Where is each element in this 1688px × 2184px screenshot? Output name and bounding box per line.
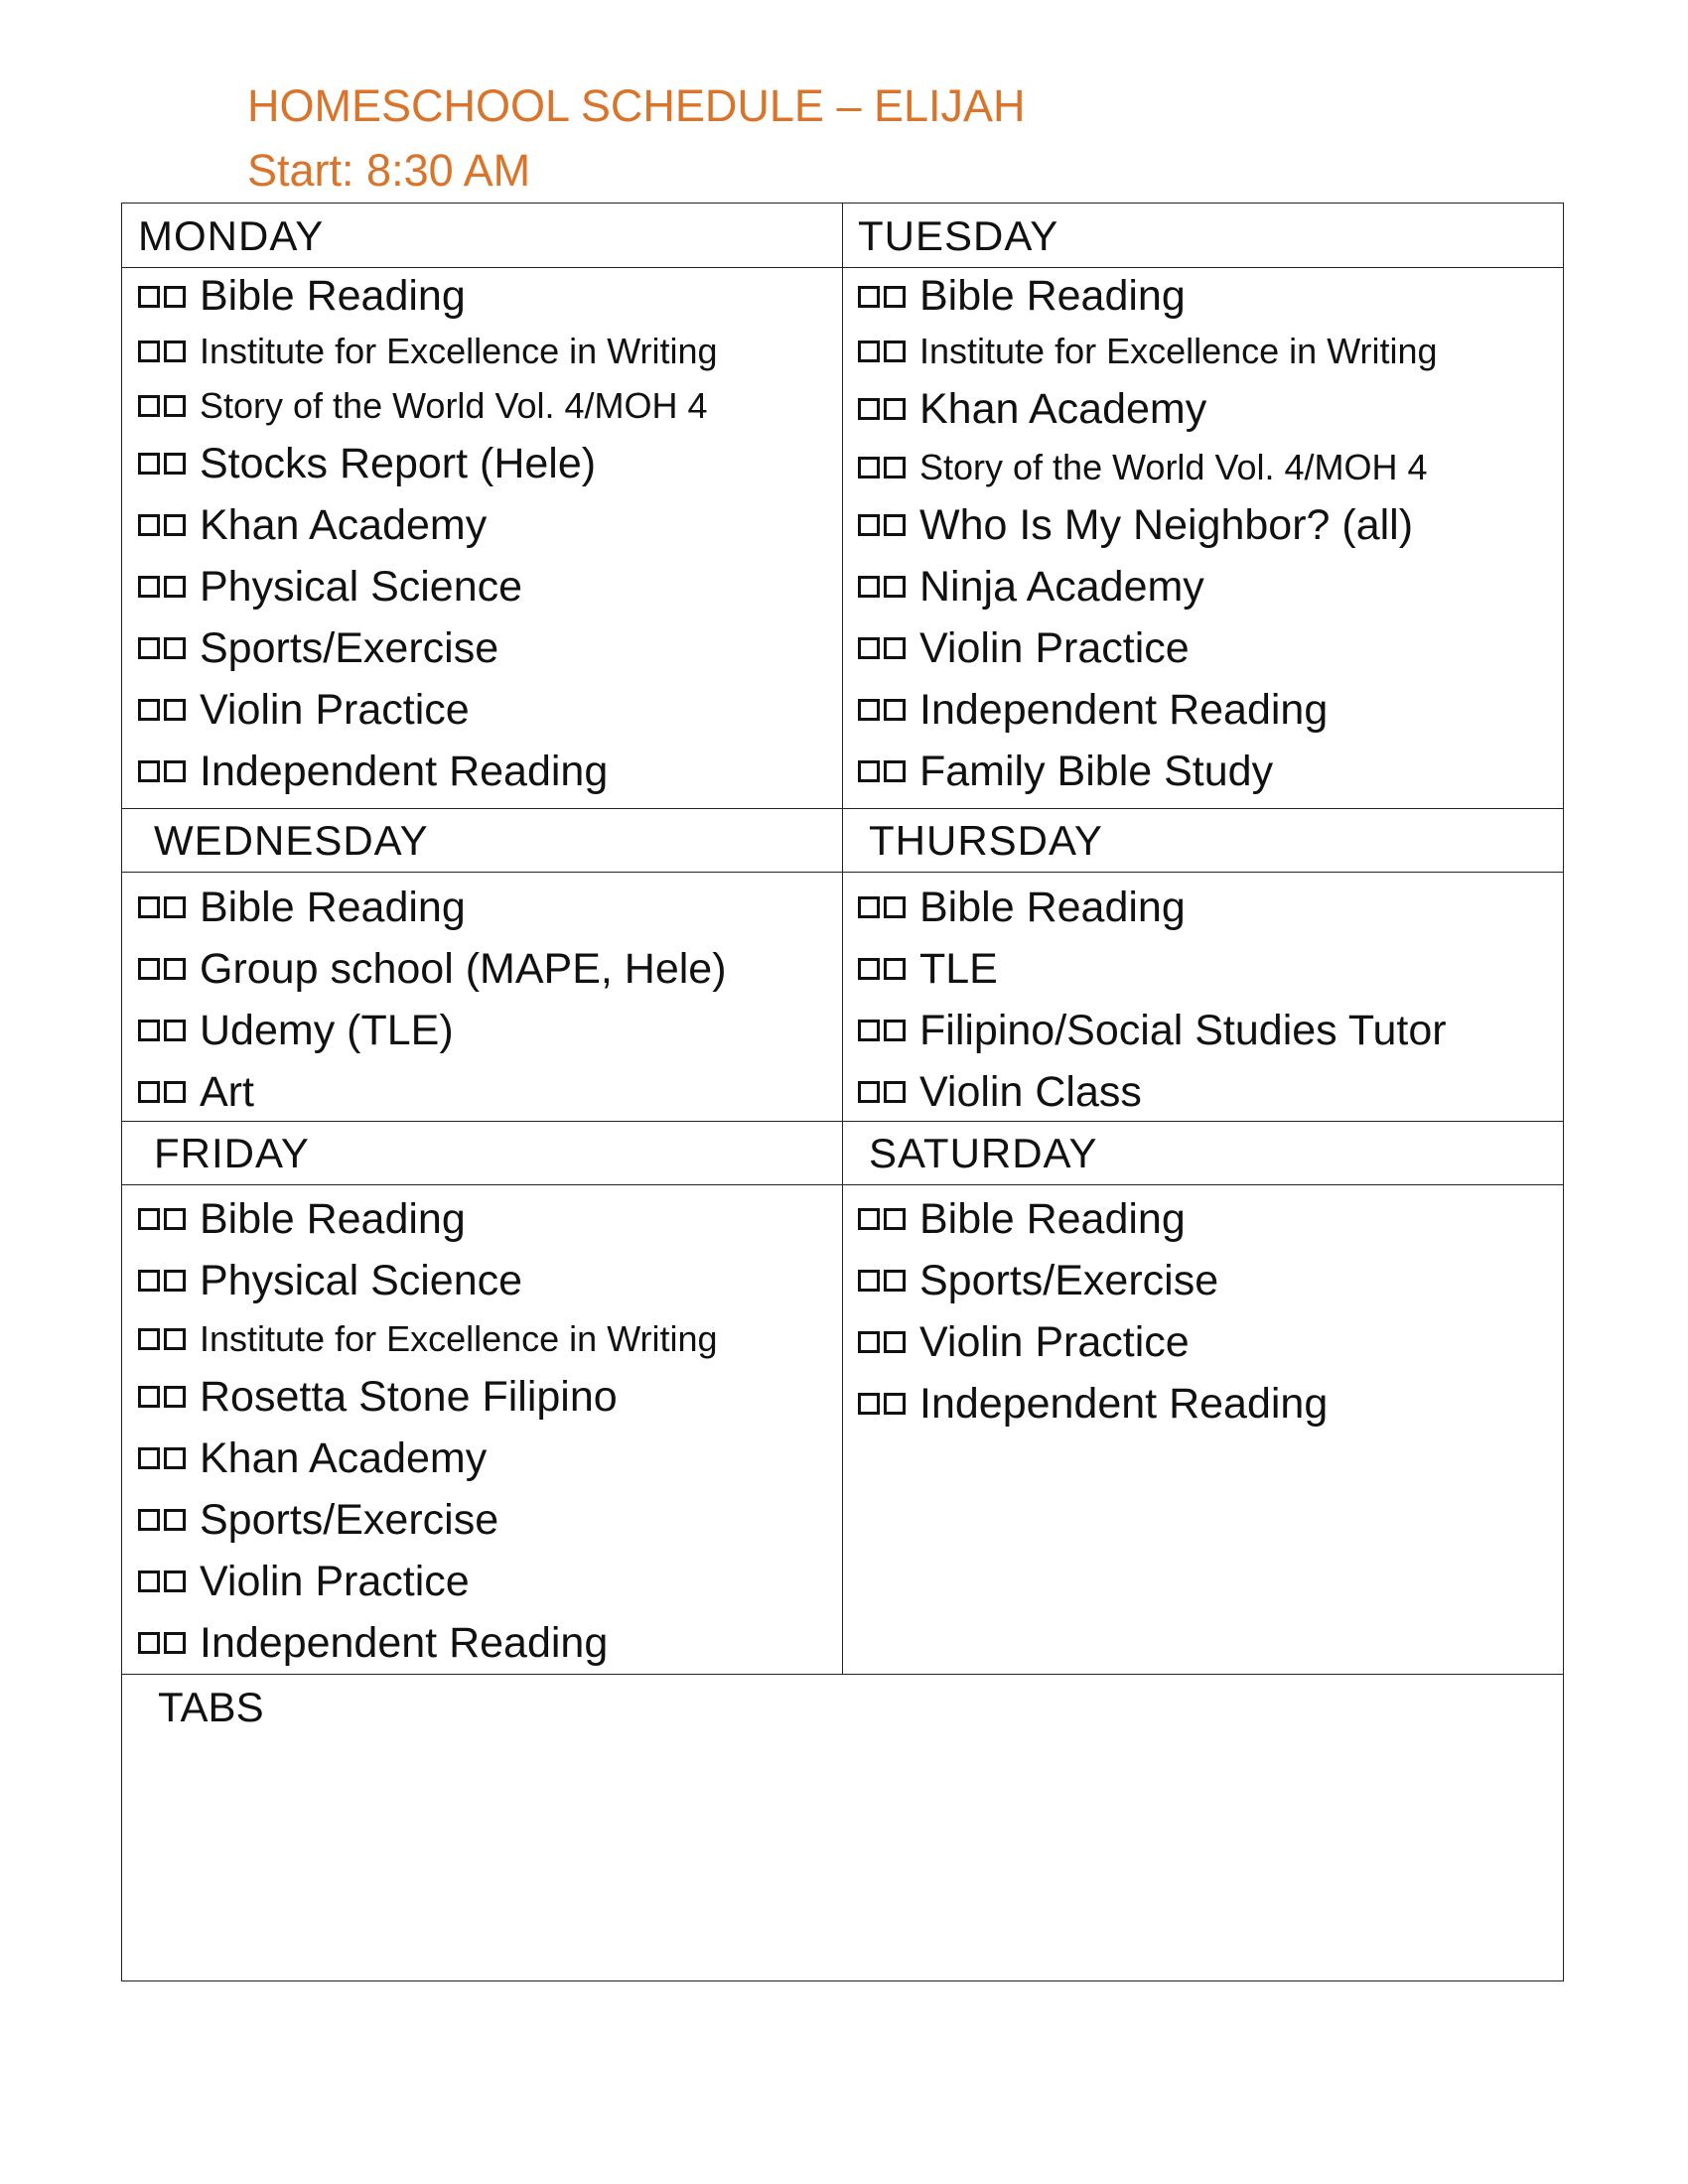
monday-list — [138, 269, 718, 802]
start-time: Start: 8:30 AM — [247, 145, 531, 196]
checkbox-icon[interactable] — [138, 1509, 186, 1531]
list-item: Independent Reading — [858, 1373, 1328, 1434]
checkbox-icon[interactable] — [138, 896, 186, 918]
list-item: Bible Reading — [138, 1188, 718, 1250]
day-header-saturday: SATURDAY — [869, 1130, 1098, 1176]
list-item: Khan Academy — [858, 378, 1438, 440]
checkbox-icon[interactable] — [858, 286, 906, 308]
checkbox-icon[interactable] — [138, 286, 186, 308]
list-item: Violin Practice — [138, 679, 718, 741]
list-item: Ninja Academy — [858, 556, 1438, 617]
list-item: Physical Science — [138, 556, 718, 617]
day-header-wednesday: WEDNESDAY — [154, 817, 429, 864]
checkbox-icon[interactable] — [138, 1081, 186, 1103]
checkbox-icon[interactable] — [138, 1386, 186, 1408]
list-item: Story of the World Vol. 4/MOH 4 — [138, 378, 718, 433]
column-divider — [842, 204, 843, 1674]
checkbox-icon[interactable] — [138, 637, 186, 659]
list-item: Stocks Report (Hele) — [138, 433, 718, 494]
list-item: Institute for Excellence in Writing — [138, 324, 718, 378]
checkbox-icon[interactable] — [858, 1270, 906, 1292]
list-item: Independent Reading — [858, 679, 1438, 741]
checkbox-icon[interactable] — [138, 514, 186, 536]
checkbox-icon[interactable] — [138, 341, 186, 362]
row-divider — [122, 872, 1563, 873]
checkbox-icon[interactable] — [138, 576, 186, 598]
wednesday-list — [138, 877, 727, 1123]
list-item: Group school (MAPE, Hele) — [138, 938, 727, 1000]
checkbox-icon[interactable] — [138, 1328, 186, 1350]
checkbox-icon[interactable] — [858, 457, 906, 478]
checkbox-icon[interactable] — [858, 398, 906, 420]
list-item: TLE — [858, 938, 1447, 1000]
list-item: Story of the World Vol. 4/MOH 4 — [858, 440, 1438, 494]
checkbox-icon[interactable] — [858, 514, 906, 536]
checkbox-icon[interactable] — [138, 1447, 186, 1469]
checkbox-icon[interactable] — [138, 1632, 186, 1654]
checkbox-icon[interactable] — [858, 637, 906, 659]
checkbox-icon[interactable] — [858, 896, 906, 918]
checkbox-icon[interactable] — [138, 760, 186, 782]
checkbox-icon[interactable] — [138, 395, 186, 417]
list-item: Bible Reading — [858, 877, 1447, 938]
checkbox-icon[interactable] — [858, 1081, 906, 1103]
thursday-list — [858, 877, 1447, 1123]
checkbox-icon[interactable] — [858, 958, 906, 980]
list-item: Violin Class — [858, 1061, 1447, 1123]
checkbox-icon[interactable] — [138, 699, 186, 721]
schedule-table — [121, 203, 1564, 1981]
list-item: Who Is My Neighbor? (all) — [858, 494, 1438, 556]
list-item: Physical Science — [138, 1250, 718, 1311]
checkbox-icon[interactable] — [138, 453, 186, 475]
checkbox-icon[interactable] — [138, 1208, 186, 1230]
list-item: Bible Reading — [138, 877, 727, 938]
saturday-list — [858, 1188, 1328, 1434]
checkbox-icon[interactable] — [858, 341, 906, 362]
row-divider — [122, 808, 1563, 809]
list-item: Violin Practice — [138, 1551, 718, 1612]
day-header-monday: MONDAY — [138, 212, 325, 259]
list-item: Violin Practice — [858, 1311, 1328, 1373]
row-divider — [122, 267, 1563, 268]
page-title: HOMESCHOOL SCHEDULE – ELIJAH — [247, 80, 1026, 131]
checkbox-icon[interactable] — [138, 1270, 186, 1292]
tuesday-list — [858, 269, 1438, 802]
list-item: Khan Academy — [138, 494, 718, 556]
list-item: Udemy (TLE) — [138, 1000, 727, 1061]
list-item: Violin Practice — [858, 617, 1438, 679]
checkbox-icon[interactable] — [858, 576, 906, 598]
list-item: Independent Reading — [138, 741, 718, 802]
day-header-friday: FRIDAY — [154, 1130, 310, 1176]
list-item: Family Bible Study — [858, 741, 1438, 802]
checkbox-icon[interactable] — [858, 699, 906, 721]
tabs-label: TABS — [158, 1684, 264, 1730]
list-item: Art — [138, 1061, 727, 1123]
checkbox-icon[interactable] — [138, 1570, 186, 1592]
checkbox-icon[interactable] — [858, 1208, 906, 1230]
list-item: Bible Reading — [138, 269, 718, 324]
friday-list — [138, 1188, 718, 1674]
checkbox-icon[interactable] — [138, 958, 186, 980]
list-item: Sports/Exercise — [858, 1250, 1328, 1311]
list-item: Independent Reading — [138, 1612, 718, 1674]
day-header-tuesday: TUESDAY — [858, 212, 1059, 259]
row-divider — [122, 1184, 1563, 1185]
list-item: Filipino/Social Studies Tutor — [858, 1000, 1447, 1061]
checkbox-icon[interactable] — [858, 1020, 906, 1041]
list-item: Khan Academy — [138, 1428, 718, 1489]
list-item: Sports/Exercise — [138, 617, 718, 679]
list-item: Bible Reading — [858, 269, 1438, 324]
list-item: Institute for Excellence in Writing — [858, 324, 1438, 378]
list-item: Bible Reading — [858, 1188, 1328, 1250]
list-item: Sports/Exercise — [138, 1489, 718, 1551]
list-item: Rosetta Stone Filipino — [138, 1366, 718, 1428]
checkbox-icon[interactable] — [858, 1393, 906, 1415]
day-header-thursday: THURSDAY — [869, 817, 1103, 864]
checkbox-icon[interactable] — [858, 760, 906, 782]
list-item: Institute for Excellence in Writing — [138, 1311, 718, 1366]
row-divider — [122, 1674, 1563, 1675]
checkbox-icon[interactable] — [858, 1331, 906, 1353]
checkbox-icon[interactable] — [138, 1020, 186, 1041]
